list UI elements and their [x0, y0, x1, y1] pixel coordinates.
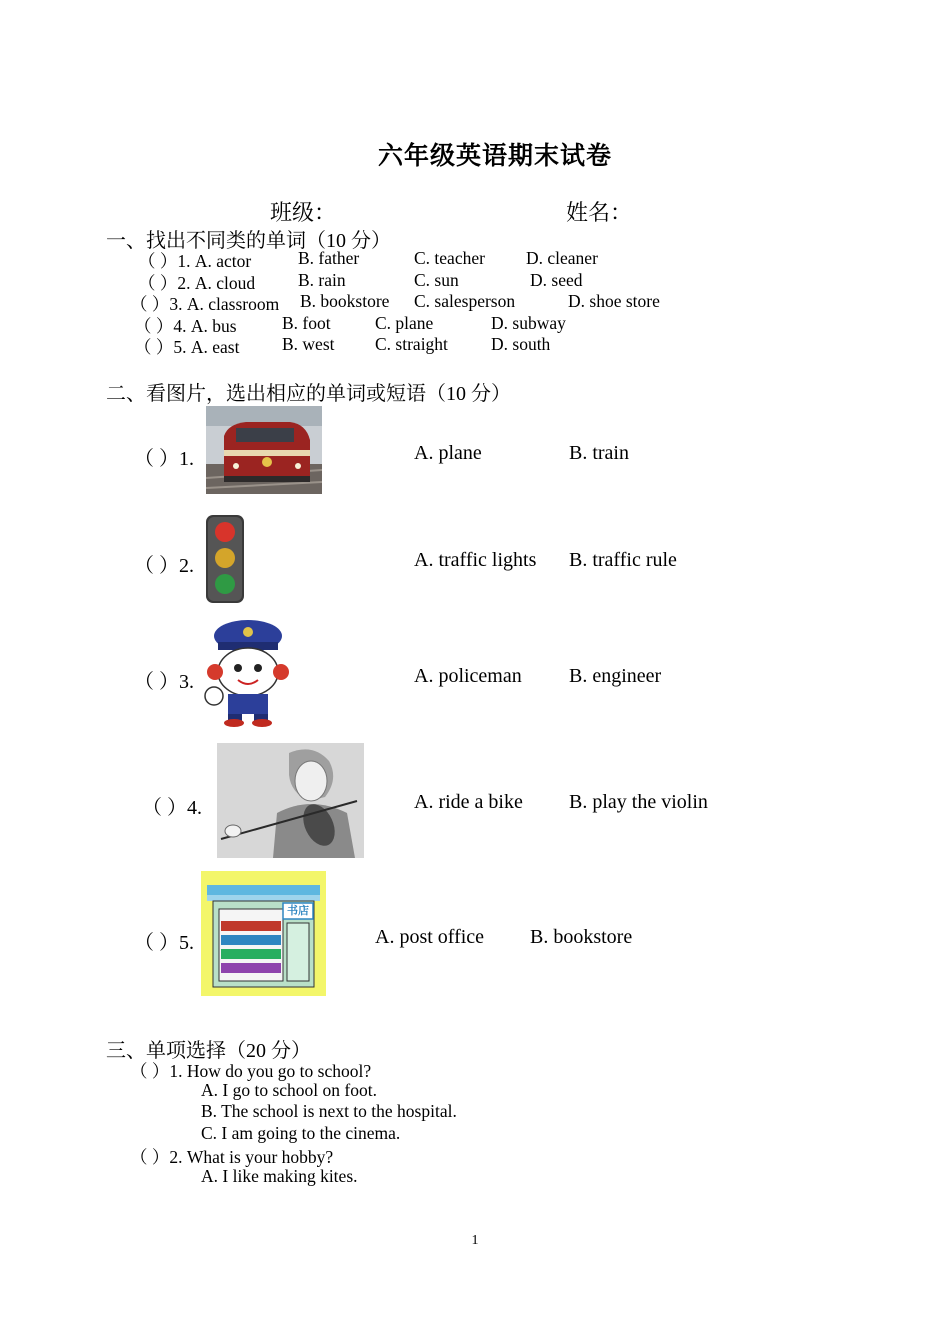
s1-q1-option-c: C. teacher: [414, 248, 485, 268]
s1-q5-option-d: D. south: [491, 334, 551, 354]
s2-q3-stem: （ ）3.: [134, 671, 194, 693]
page-title: 六年级英语期末试卷: [377, 143, 612, 170]
s3-q1-stem: （ ）1. How do you go to school?: [130, 1061, 372, 1081]
s2-q1-option-b: B. train: [569, 442, 629, 464]
train-photo: [206, 406, 322, 494]
name-label: 姓名：: [566, 200, 633, 225]
s1-q5-option-b: B. west: [282, 334, 335, 354]
s2-q2-option-a: A. traffic lights: [414, 549, 537, 571]
s2-q3-option-a: A. policeman: [414, 665, 522, 687]
violinist-sketch: [217, 743, 364, 858]
s1-q4-option-d: D. subway: [491, 313, 566, 333]
s1-q2-option-d: D. seed: [530, 270, 583, 290]
s1-q5-stem: （ ）5. A. east: [134, 337, 240, 357]
s3-q1-option-c: C. I am going to the cinema.: [201, 1123, 401, 1143]
s1-q5-option-c: C. straight: [375, 334, 448, 354]
bookstore-cartoon: [201, 871, 326, 996]
s2-q4-option-a: A. ride a bike: [414, 791, 523, 813]
s1-q1-stem: （ ）1. A. actor: [138, 251, 252, 271]
class-label: 班级：: [270, 200, 337, 225]
s1-q3-stem: （ ）3. A. classroom: [130, 294, 280, 314]
policeman-cartoon: [198, 616, 292, 728]
s2-q5-option-a: A. post office: [375, 926, 485, 948]
s2-q1-option-a: A. plane: [414, 442, 482, 464]
s1-q2-stem: （ ）2. A. cloud: [138, 273, 256, 293]
section3-heading: 三、单项选择（20 分）: [106, 1040, 311, 1062]
s3-q2-option-a: A. I like making kites.: [201, 1166, 358, 1186]
bookstore-sign: 书店: [287, 904, 309, 917]
s1-q4-stem: （ ）4. A. bus: [134, 316, 237, 336]
s1-q2-option-c: C. sun: [414, 270, 459, 290]
s1-q3-option-b: B. bookstore: [300, 291, 390, 311]
s2-q1-stem: （ ）1.: [134, 448, 194, 470]
s1-q3-option-c: C. salesperson: [414, 291, 516, 311]
s1-q4-option-c: C. plane: [375, 313, 434, 333]
s3-q2-stem: （ ）2. What is your hobby?: [130, 1147, 334, 1167]
s2-q2-stem: （ ）2.: [134, 555, 194, 577]
s1-q4-option-b: B. foot: [282, 313, 331, 333]
s1-q3-option-d: D. shoe store: [568, 291, 660, 311]
s2-q3-option-b: B. engineer: [569, 665, 662, 687]
s2-q5-stem: （ ）5.: [134, 932, 194, 954]
traffic-light-icon: [202, 512, 248, 606]
section1-heading: 一、找出不同类的单词（10 分）: [106, 230, 391, 252]
s2-q5-option-b: B. bookstore: [530, 926, 633, 948]
section2-heading: 二、看图片，选出相应的单词或短语（10 分）: [106, 383, 511, 405]
page-number: 1: [471, 1233, 479, 1248]
s3-q1-option-b: B. The school is next to the hospital.: [201, 1101, 457, 1121]
s1-q1-option-d: D. cleaner: [526, 248, 598, 268]
s3-q1-option-a: A. I go to school on foot.: [201, 1080, 377, 1100]
s2-q2-option-b: B. traffic rule: [569, 549, 677, 571]
s1-q2-option-b: B. rain: [298, 270, 346, 290]
s2-q4-option-b: B. play the violin: [569, 791, 708, 813]
s2-q4-stem: （ ）4.: [142, 797, 202, 819]
s1-q1-option-b: B. father: [298, 248, 360, 268]
